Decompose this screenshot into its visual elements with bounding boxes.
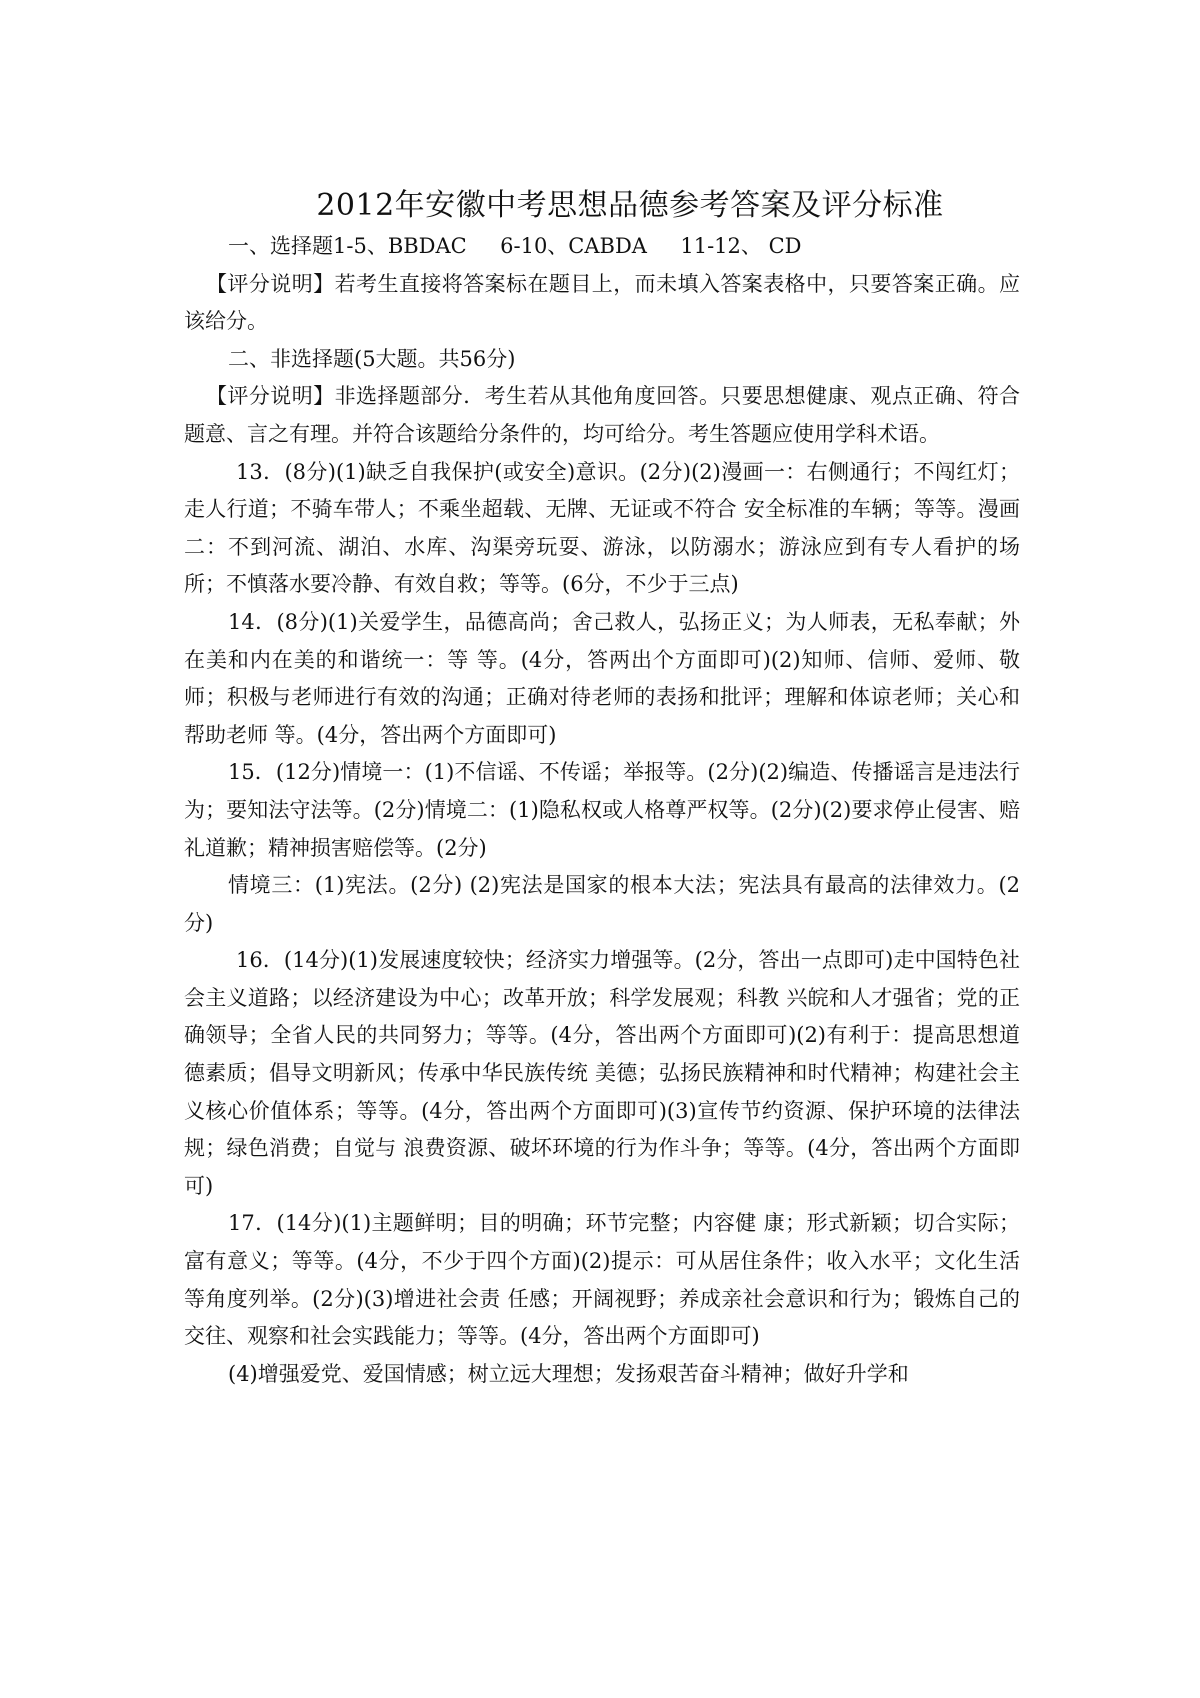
document-body (184, 228, 1020, 1393)
answer-question-15-scenario-3: 情境三：(1)宪法。(2分) (2)宪法是国家的根本大法；宪法具有最高的法律效力。(2分) (184, 873, 1020, 935)
answer-question-16: 16．(14分)(1)发展速度较快；经济实力增强等。(2分，答出一点即可)走中国特色社会主义道路；以经济建设为中心；改革开放；科学发展观；科教 兴皖和人才强省；党的正确领导；全省人民的共同努力；等等。(4分，答出两个方面即可)(2)有利于：提高思想道德素质；倡导文明新风；传承中华民族传统 美德；弘扬民族精神和时代精神；构建社会主义核心价值体系；等等。(4分，答出两个方面即可)(3)宣传节约资源、保护环境的法律法规；绿色消费；自觉与 浪费资源、破坏环境的行为作斗争；等等。(4分，答出两个方面即可) (184, 948, 1020, 1198)
answer-question-14: 14．(8分)(1)关爱学生，品德高尚；舍己救人，弘扬正义；为人师表，无私奉献；外在美和内在美的和谐统一：等 等。(4分，答两出个方面即可)(2)知师、信师、爱师、敬师；积极与老师进行有效的沟通；正确对待老师的表扬和批评；理解和体谅老师；关心和帮助老师 等。(4分，答出两个方面即可) (184, 609, 1020, 747)
non-choice-section-heading: 二、非选择题(5大题。共56分) (228, 346, 516, 371)
answer-question-13: 13．(8分)(1)缺乏自我保护(或安全)意识。(2分)(2)漫画一：右侧通行；不闯红灯；走人行道；不骑车带人；不乘坐超载、无牌、无证或不符合 安全标准的车辆；等等。漫画二：不到河流、湖泊、水库、沟渠旁玩耍、游泳，以防溺水；游泳应到有专人看护的场所；不慎落水要冷静、有效自救；等等。(6分，不少于三点) (184, 459, 1020, 597)
answer-question-17: 17．(14分)(1)主题鲜明；目的明确；环节完整；内容健 康；形式新颖；切合实际；富有意义；等等。(4分，不少于四个方面)(2)提示：可从居住条件；收入水平；文化生活等角度列举。(2分)(3)增进社会责 任感；开阔视野；养成亲社会意识和行为；锻炼自己的交往、观察和社会实践能力；等等。(4分，答出两个方面即可) (184, 1211, 1020, 1349)
answer-question-17-part-4: (4)增强爱党、爱国情感；树立远大理想；发扬艰苦奋斗精神；做好升学和 (228, 1361, 909, 1386)
scoring-note-choice: 【评分说明】若考生直接将答案标在题目上，而未填入答案表格中，只要答案正确。应该给分。 (184, 271, 1020, 334)
answer-choice-section: 一、选择题1-5、BBDAC 6-10、CABDA 11-12、 CD (228, 234, 802, 258)
answer-question-15: 15．(12分)情境一：(1)不信谣、不传谣；举报等。(2分)(2)编造、传播谣言是违法行为；要知法守法等。(2分)情境二：(1)隐私权或人格尊严权等。(2分)(2)要求停止侵害、赔礼道歉；精神损害赔偿等。(2分) (184, 760, 1020, 860)
scoring-note-non-choice: 【评分说明】非选择题部分．考生若从其他角度回答。只要思想健康、观点正确、符合题意、言之有理。并符合该题给分条件的，均可给分。考生答题应使用学科术语。 (184, 384, 1020, 446)
document-title: 2012年安徽中考思想品德参考答案及评分标准 (316, 188, 944, 223)
